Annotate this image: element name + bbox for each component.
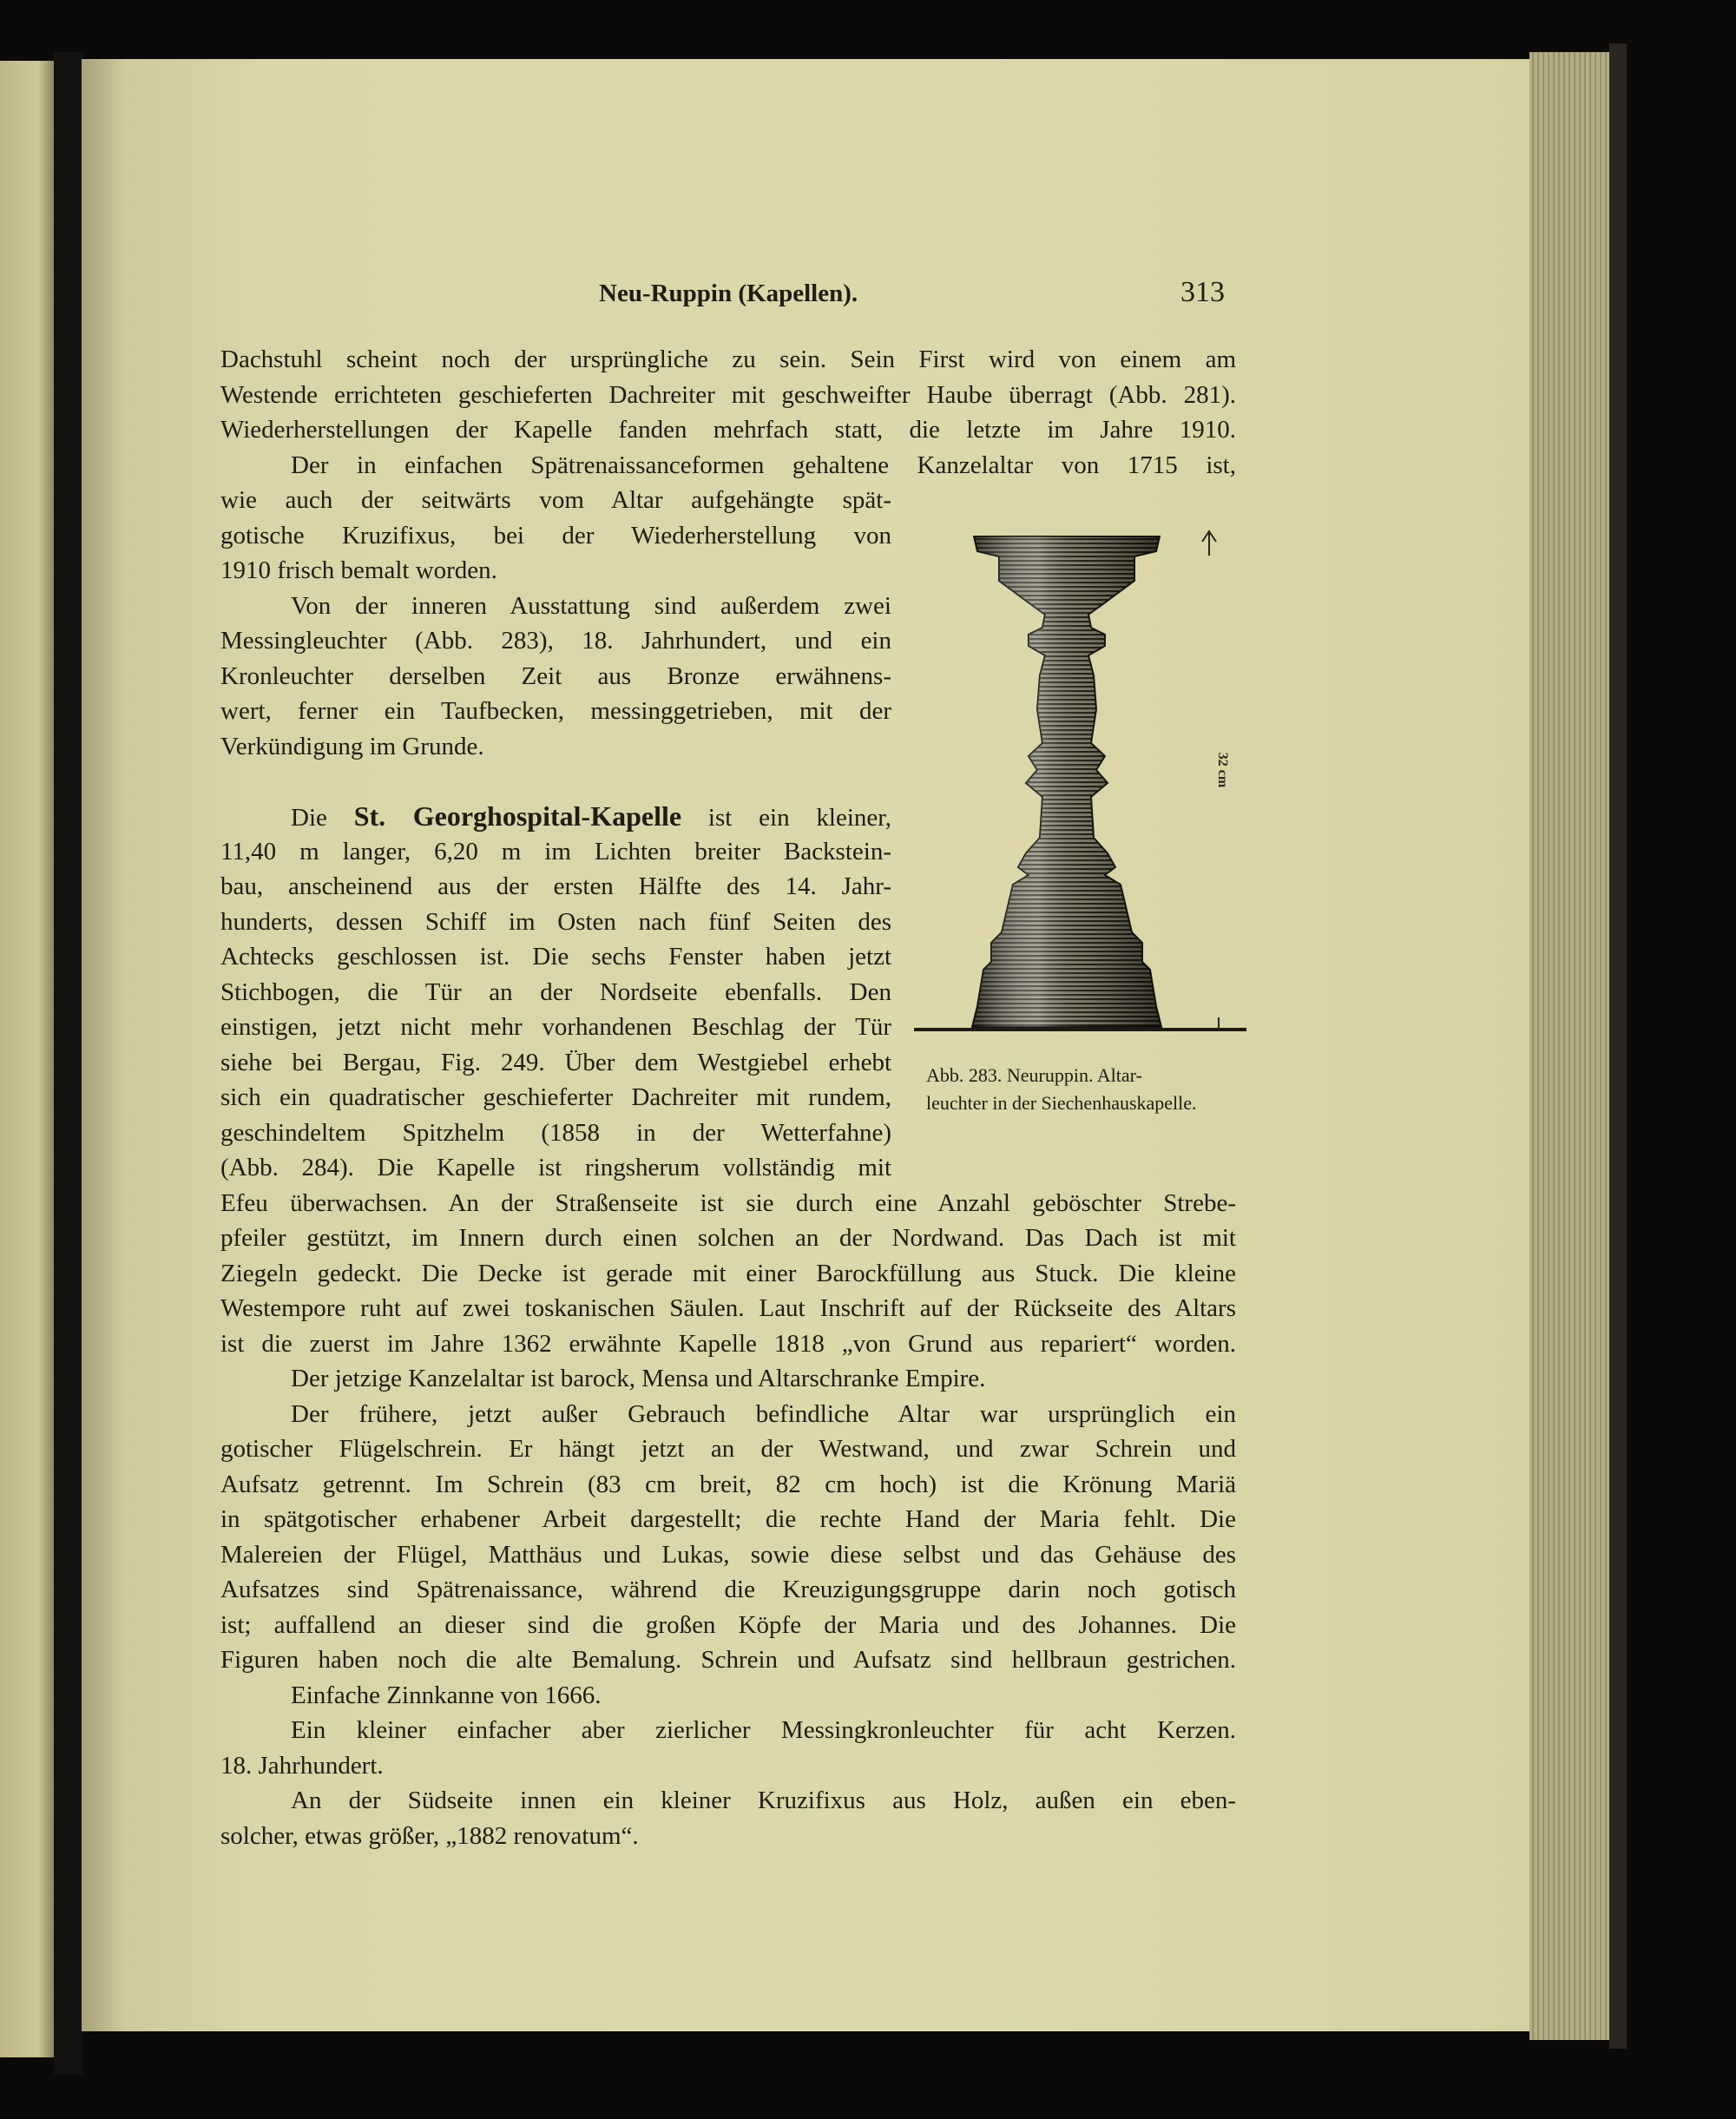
line-text: ist die zuerst im Jahre 1362 erwähnte Kapelle 1818 „von Grund aus repariert“ worden. bbox=[220, 1329, 1236, 1358]
running-title: Neu-Ruppin (Kapellen). bbox=[599, 280, 858, 307]
line-text: An der Südseite innen ein kleiner Kruzifixus aus Holz, außen ein eben- bbox=[291, 1787, 1236, 1814]
line-text: siehe bei Bergau, Fig. 249. Über dem Westgiebel erhebt bbox=[220, 1048, 891, 1076]
line-text: bau, anscheinend aus der ersten Hälfte des 14. Jahr- bbox=[220, 872, 891, 900]
line-text: Dachstuhl scheint noch der ursprüngliche zu sein. Sein First wird von einem am bbox=[220, 345, 1236, 373]
line-text: Von der inneren Ausstattung sind außerdem zwei bbox=[291, 591, 891, 620]
line-text: 11,40 m langer, 6,20 m im Lichten breiter Backstein- bbox=[220, 837, 891, 865]
line-text: wert, ferner ein Taufbecken, messinggetrieben, mit der bbox=[220, 697, 891, 725]
line-text: einstigen, jetzt nicht mehr vorhandenen Beschlag der Tür bbox=[220, 1013, 891, 1041]
line-text: hunderts, dessen Schiff im Osten nach fünf Seiten des bbox=[220, 907, 891, 936]
line-text: Efeu überwachsen. An der Straßenseite ist sie durch eine Anzahl geböschter Strebe- bbox=[220, 1188, 1236, 1217]
line-text: sich ein quadratischer geschieferter Dachreiter mit rundem, bbox=[220, 1083, 891, 1111]
line-text: Der frühere, jetzt außer Gebrauch befindliche Altar war ursprünglich ein bbox=[291, 1399, 1236, 1428]
line-text: Der in einfachen Spätrenaissanceformen gehaltene Kanzelaltar von 1715 ist, bbox=[291, 451, 1236, 479]
figure-caption-line-2: leuchter in der Siechenhauskapelle. bbox=[926, 1092, 1197, 1114]
line-text: Westempore ruht auf zwei toskanischen Säulen. Laut Inschrift auf der Rückseite des Altars bbox=[220, 1294, 1236, 1322]
line-text: Aufsatzes sind Spätrenaissance, während die Kreuzigungsgruppe darin noch gotisch bbox=[220, 1576, 1236, 1603]
line-text: Die bbox=[291, 804, 354, 832]
line-text: wie auch der seitwärts vom Altar aufgehängte spät- bbox=[220, 486, 891, 514]
line-text: Einfache Zinnkanne von 1666. bbox=[291, 1681, 602, 1709]
page-number: 313 bbox=[1180, 276, 1225, 308]
figure-caption-line-1: Abb. 283. Neuruppin. Altar- bbox=[926, 1064, 1142, 1086]
line-text: Kronleuchter derselben Zeit aus Bronze erwähnens- bbox=[220, 661, 891, 690]
candlestick-shading bbox=[972, 536, 1161, 1027]
line-text: Achtecks geschlossen ist. Die sechs Fenster haben jetzt bbox=[220, 943, 891, 971]
line-text: Ein kleiner einfacher aber zierlicher Messingkronleuchter für acht Kerzen. bbox=[291, 1716, 1236, 1744]
line-text: Figuren haben noch die alte Bemalung. Schrein und Aufsatz sind hellbraun gestrichen. bbox=[220, 1646, 1236, 1674]
line-text: gotische Kruzifixus, bei der Wiederherstellung von bbox=[220, 521, 891, 549]
line-text: solcher, etwas größer, „1882 renovatum“. bbox=[220, 1821, 639, 1850]
line-text: Wiederherstellungen der Kapelle fanden mehrfach statt, die letzte im Jahre 1910. bbox=[220, 416, 1236, 444]
line-text: 18. Jahrhundert. bbox=[220, 1751, 384, 1780]
line-text: 1910 frisch bemalt worden. bbox=[220, 556, 497, 584]
line-text: pfeiler gestützt, im Innern durch einen solchen an der Nordwand. Das Dach ist mit bbox=[220, 1224, 1236, 1252]
line-text: ist; auffallend an dieser sind die großen Köpfe der Maria und des Johannes. Die bbox=[220, 1610, 1236, 1639]
line-text: Malereien der Flügel, Matthäus und Lukas, sowie diese selbst und das Gehäuse des bbox=[220, 1540, 1236, 1569]
line-text: Westende errichteten geschieferten Dachreiter mit geschweifter Haube überragt (Abb. 281). bbox=[220, 380, 1236, 409]
line-text: gotischer Flügelschrein. Er hängt jetzt an der Westwand, und zwar Schrein und bbox=[220, 1435, 1236, 1463]
line-text: (Abb. 284). Die Kapelle ist ringsherum vollständig mit bbox=[220, 1154, 891, 1181]
line-text: Der jetzige Kanzelaltar ist barock, Mensa und Altarschranke Empire. bbox=[291, 1365, 986, 1392]
line-text: Ziegeln gedeckt. Die Decke ist gerade mit einer Barockfüllung aus Stuck. Die kleine bbox=[220, 1259, 1236, 1287]
bold-heading-text: St. Georghospital-Kapelle bbox=[353, 800, 682, 832]
line-text: geschindeltem Spitzhelm (1858 in der Wetterfahne) bbox=[220, 1118, 891, 1147]
line-text: ist ein kleiner, bbox=[681, 804, 892, 832]
dimension-label: 32 cm bbox=[1215, 752, 1230, 788]
line-text: in spätgotischer erhabener Arbeit dargestellt; die rechte Hand der Maria fehlt. Die bbox=[220, 1505, 1236, 1533]
line-text: Messingleuchter (Abb. 283), 18. Jahrhundert, und ein bbox=[220, 627, 891, 655]
line-text: Verkündigung im Grunde. bbox=[220, 732, 484, 760]
line-text: Aufsatz getrennt. Im Schrein (83 cm breit, 82 cm hoch) ist die Krönung Mariä bbox=[220, 1470, 1236, 1498]
line-text: Stichbogen, die Tür an der Nordseite ebenfalls. Den bbox=[220, 977, 891, 1006]
